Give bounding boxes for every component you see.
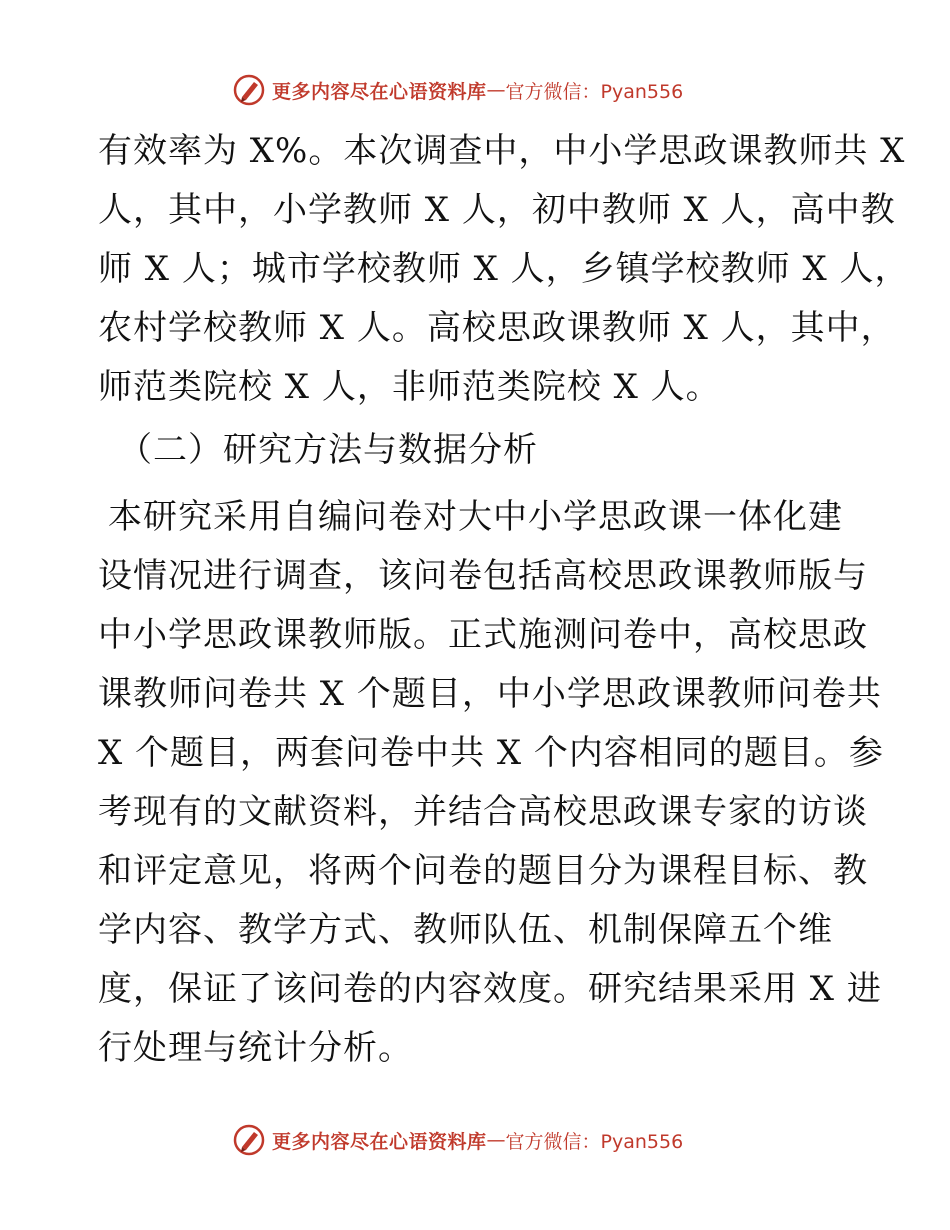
footer-banner [232, 1122, 752, 1158]
header-dash: — [486, 79, 506, 101]
paragraph-line: 农村学校教师 X 人。高校思政课教师 X 人，其中， [98, 308, 896, 348]
paragraph-line: 师 X 人；城市学校教师 X 人，乡镇学校教师 X 人， [98, 249, 910, 289]
pen-logo-icon [232, 1123, 266, 1157]
pen-logo-icon [232, 73, 266, 107]
section-heading: （二）研究方法与数据分析 [118, 430, 538, 470]
header-banner [232, 72, 752, 108]
paragraph-1 [98, 122, 910, 417]
footer-dash: — [486, 1129, 506, 1151]
document-body [98, 122, 910, 1078]
paragraph-line: 课教师问卷共 X 个题目，中小学思政课教师问卷共 [98, 674, 882, 714]
paragraph-line: 人，其中，小学教师 X 人，初中教师 X 人，高中教 [98, 190, 896, 230]
paragraph-line: 度，保证了该问卷的内容效度。研究结果采用 X 进 [98, 969, 882, 1009]
paragraph-line: X 个题目，两套问卷中共 X 个内容相同的题目。参 [98, 733, 884, 773]
paragraph-line: 有效率为 X%。本次调查中，中小学思政课教师共 X [98, 131, 906, 171]
header-brand-text: 更多内容尽在心语资料库 [272, 80, 487, 103]
paragraph-line: 行处理与统计分析。 [98, 1028, 413, 1068]
footer-brand-text: 更多内容尽在心语资料库 [272, 1130, 487, 1153]
paragraph-2 [98, 488, 884, 1078]
paragraph-line: 师范类院校 X 人，非师范类院校 X 人。 [98, 367, 721, 407]
footer-contact-text: 官方微信：Pyan556 [505, 1130, 684, 1153]
paragraph-line: 本研究采用自编问卷对大中小学思政课一体化建 [108, 497, 843, 537]
paragraph-line: 设情况进行调查，该问卷包括高校思政课教师版与 [98, 556, 868, 596]
paragraph-line: 考现有的文献资料，并结合高校思政课专家的访谈 [98, 792, 868, 832]
paragraph-line: 学内容、教学方式、教师队伍、机制保障五个维 [98, 910, 833, 950]
paragraph-line: 和评定意见，将两个问卷的题目分为课程目标、教 [98, 851, 868, 891]
header-contact-text: 官方微信：Pyan556 [505, 80, 684, 103]
paragraph-line: 中小学思政课教师版。正式施测问卷中，高校思政 [98, 615, 868, 655]
